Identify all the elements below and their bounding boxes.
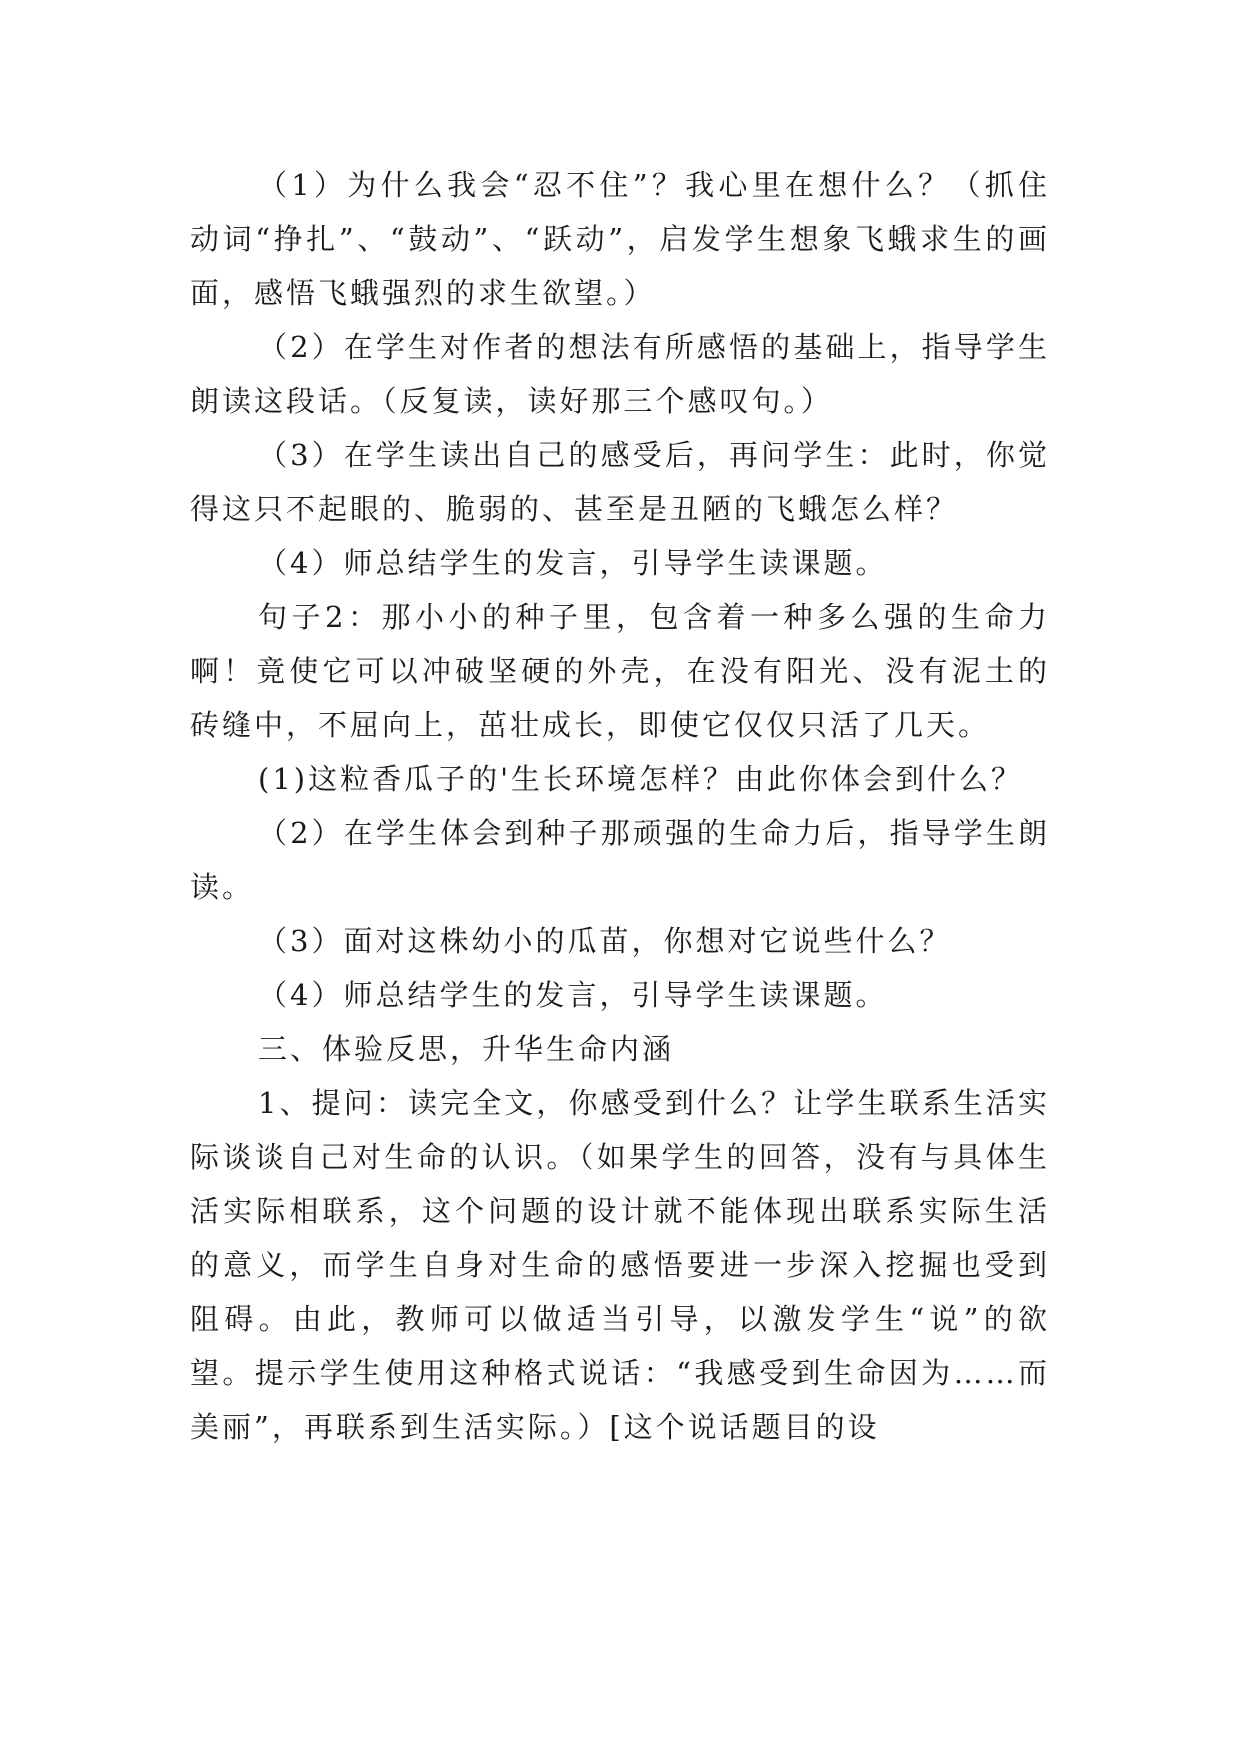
paragraph-seed-question-2: （2）在学生体会到种子那顽强的生命力后，指导学生朗读。 [190,816,1050,904]
paragraph-seed-question-4: （4）师总结学生的发言，引导学生读课题。 [258,978,888,1012]
paragraph-question-2: （2）在学生对作者的想法有所感悟的基础上，指导学生朗读这段话。（反复读，读好那三个感叹句。） [190,330,1050,418]
section-heading-3: 三、体验反思，升华生命内涵 [258,1032,675,1066]
paragraph-seed-question-3: （3）面对这株幼小的瓜苗，你想对它说些什么？ [258,924,952,958]
document-page [190,158,1050,1454]
paragraph-reflection-1: 1、提问：读完全文，你感受到什么？让学生联系生活实际谈谈自己对生命的认识。（如果学生的回答，没有与具体生活实际相联系，这个问题的设计就不能体现出联系实际生活的意义，而学生自身对生命的感悟要进一步深入挖掘也受到阻碍。由此，教师可以做适当引导，以激发学生“说”的欲望。提示学生使用这种格式说话：“我感受到生命因为……而美丽”，再联系到生活实际。）[这个说话题目的设 [190,1086,1050,1444]
paragraph-sentence-2: 句子2：那小小的种子里，包含着一种多么强的生命力啊！竟使它可以冲破坚硬的外壳，在没有阳光、没有泥土的砖缝中，不屈向上，茁壮成长，即使它仅仅只活了几天。 [190,600,1050,742]
paragraph-question-1: （1）为什么我会“忍不住”？我心里在想什么？（抓住动词“挣扎”、“鼓动”、“跃动”，启发学生想象飞蛾求生的画面，感悟飞蛾强烈的求生欲望。） [190,168,1050,310]
paragraph-question-4: （4）师总结学生的发言，引导学生读课题。 [258,546,888,580]
paragraph-question-3: （3）在学生读出自己的感受后，再问学生：此时，你觉得这只不起眼的、脆弱的、甚至是丑陋的飞蛾怎么样？ [190,438,1050,526]
paragraph-seed-question-1: (1)这粒香瓜子的'生长环境怎样？由此你体会到什么？ [258,762,1024,796]
